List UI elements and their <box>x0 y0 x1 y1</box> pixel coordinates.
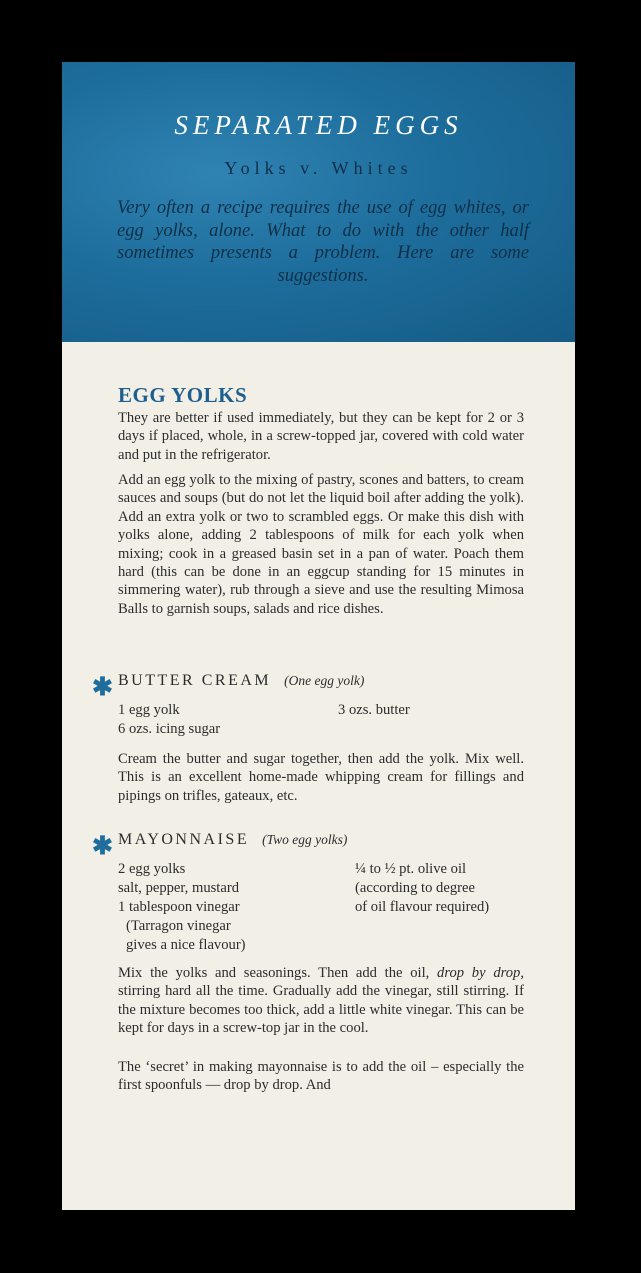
recipe-title-mayonnaise <box>118 831 347 849</box>
method-text: Mix the yolks and seasonings. Then add the oil, <box>118 965 438 981</box>
ingredient: 6 ozs. icing sugar <box>118 721 221 737</box>
recipe-title-butter-cream <box>118 672 364 690</box>
title-banner <box>62 62 575 342</box>
egg-yolks-paragraph-1: They are better if used immediately, but they can be kept for 2 or 3 days if placed, whole, in a screw-topped jar, covered with cold water and put in the refrigerator. <box>118 410 524 463</box>
ingredient: gives a nice flavour) <box>126 937 246 953</box>
recipe-name: BUTTER CREAM <box>118 672 272 689</box>
mayonnaise-method <box>118 964 524 1038</box>
butter-cream-method: Cream the butter and sugar together, then add the yolk. Mix well. This is an excellent home-made whipping cream for fillings and pipings on trifles, gateaux, etc. <box>118 751 524 804</box>
asterisk-icon: ✱ <box>92 833 113 860</box>
mayonnaise-secret: The ‘secret’ in making mayonnaise is to add the oil – especially the first spoonfuls — drop by drop. And <box>118 1059 524 1094</box>
ingredient-list-left <box>118 860 246 955</box>
asterisk-icon: ✱ <box>92 674 113 701</box>
page-title: SEPARATED EGGS <box>174 110 463 140</box>
ingredient: of oil flavour required) <box>355 899 490 915</box>
recipe-note: (One egg yolk) <box>284 673 365 688</box>
ingredient: salt, pepper, mustard <box>118 880 239 896</box>
ingredient-list-left <box>118 701 220 739</box>
ingredient: ¼ to ½ pt. olive oil <box>355 861 467 877</box>
method-text: stirring hard all the time. Gradually add the vinegar, still stirring. If the mixture becomes too thick, add a little white vinegar. This can be kept for days in a screw-top jar in the cool. <box>118 983 524 1037</box>
intro-text: Very often a recipe requires the use of egg whites, or egg yolks, alone. What to do with the other half sometimes presents a problem. Here are some suggestions. <box>117 198 529 286</box>
ingredient: 1 egg yolk <box>118 702 180 718</box>
ingredient: (according to degree <box>355 880 475 896</box>
method-emphasis: drop by drop, <box>437 965 524 981</box>
ingredient: 3 ozs. butter <box>338 702 410 718</box>
ingredient: 1 tablespoon vinegar <box>118 899 240 915</box>
recipe-note: (Two egg yolks) <box>262 832 348 847</box>
section-heading-egg-yolks: EGG YOLKS <box>118 383 248 407</box>
ingredient: (Tarragon vinegar <box>126 918 231 934</box>
egg-yolks-paragraph-2: Add an egg yolk to the mixing of pastry, scones and batters, to cream sauces and soups (but do not let the liquid boil after adding the yolk). Add an extra yolk or two to scrambled eggs. Or make this dish with yolks alone, adding 2 tablespoons of milk for each yolk when mixing; cook in a greased basin set in a pan of water. Poach them hard (this can be done in an eggcup standing for 15 minutes in simmering water), rub through a sieve and use the resulting Mimosa Balls to garnish soups, salads and rice dishes. <box>118 472 524 617</box>
ingredient: 2 egg yolks <box>118 861 186 877</box>
page-subtitle: Yolks v. Whites <box>224 158 413 178</box>
ingredient-list-right <box>338 701 410 720</box>
ingredient-list-right <box>341 860 489 917</box>
leaflet-page <box>62 62 575 1210</box>
recipe-name: MAYONNAISE <box>118 831 250 848</box>
